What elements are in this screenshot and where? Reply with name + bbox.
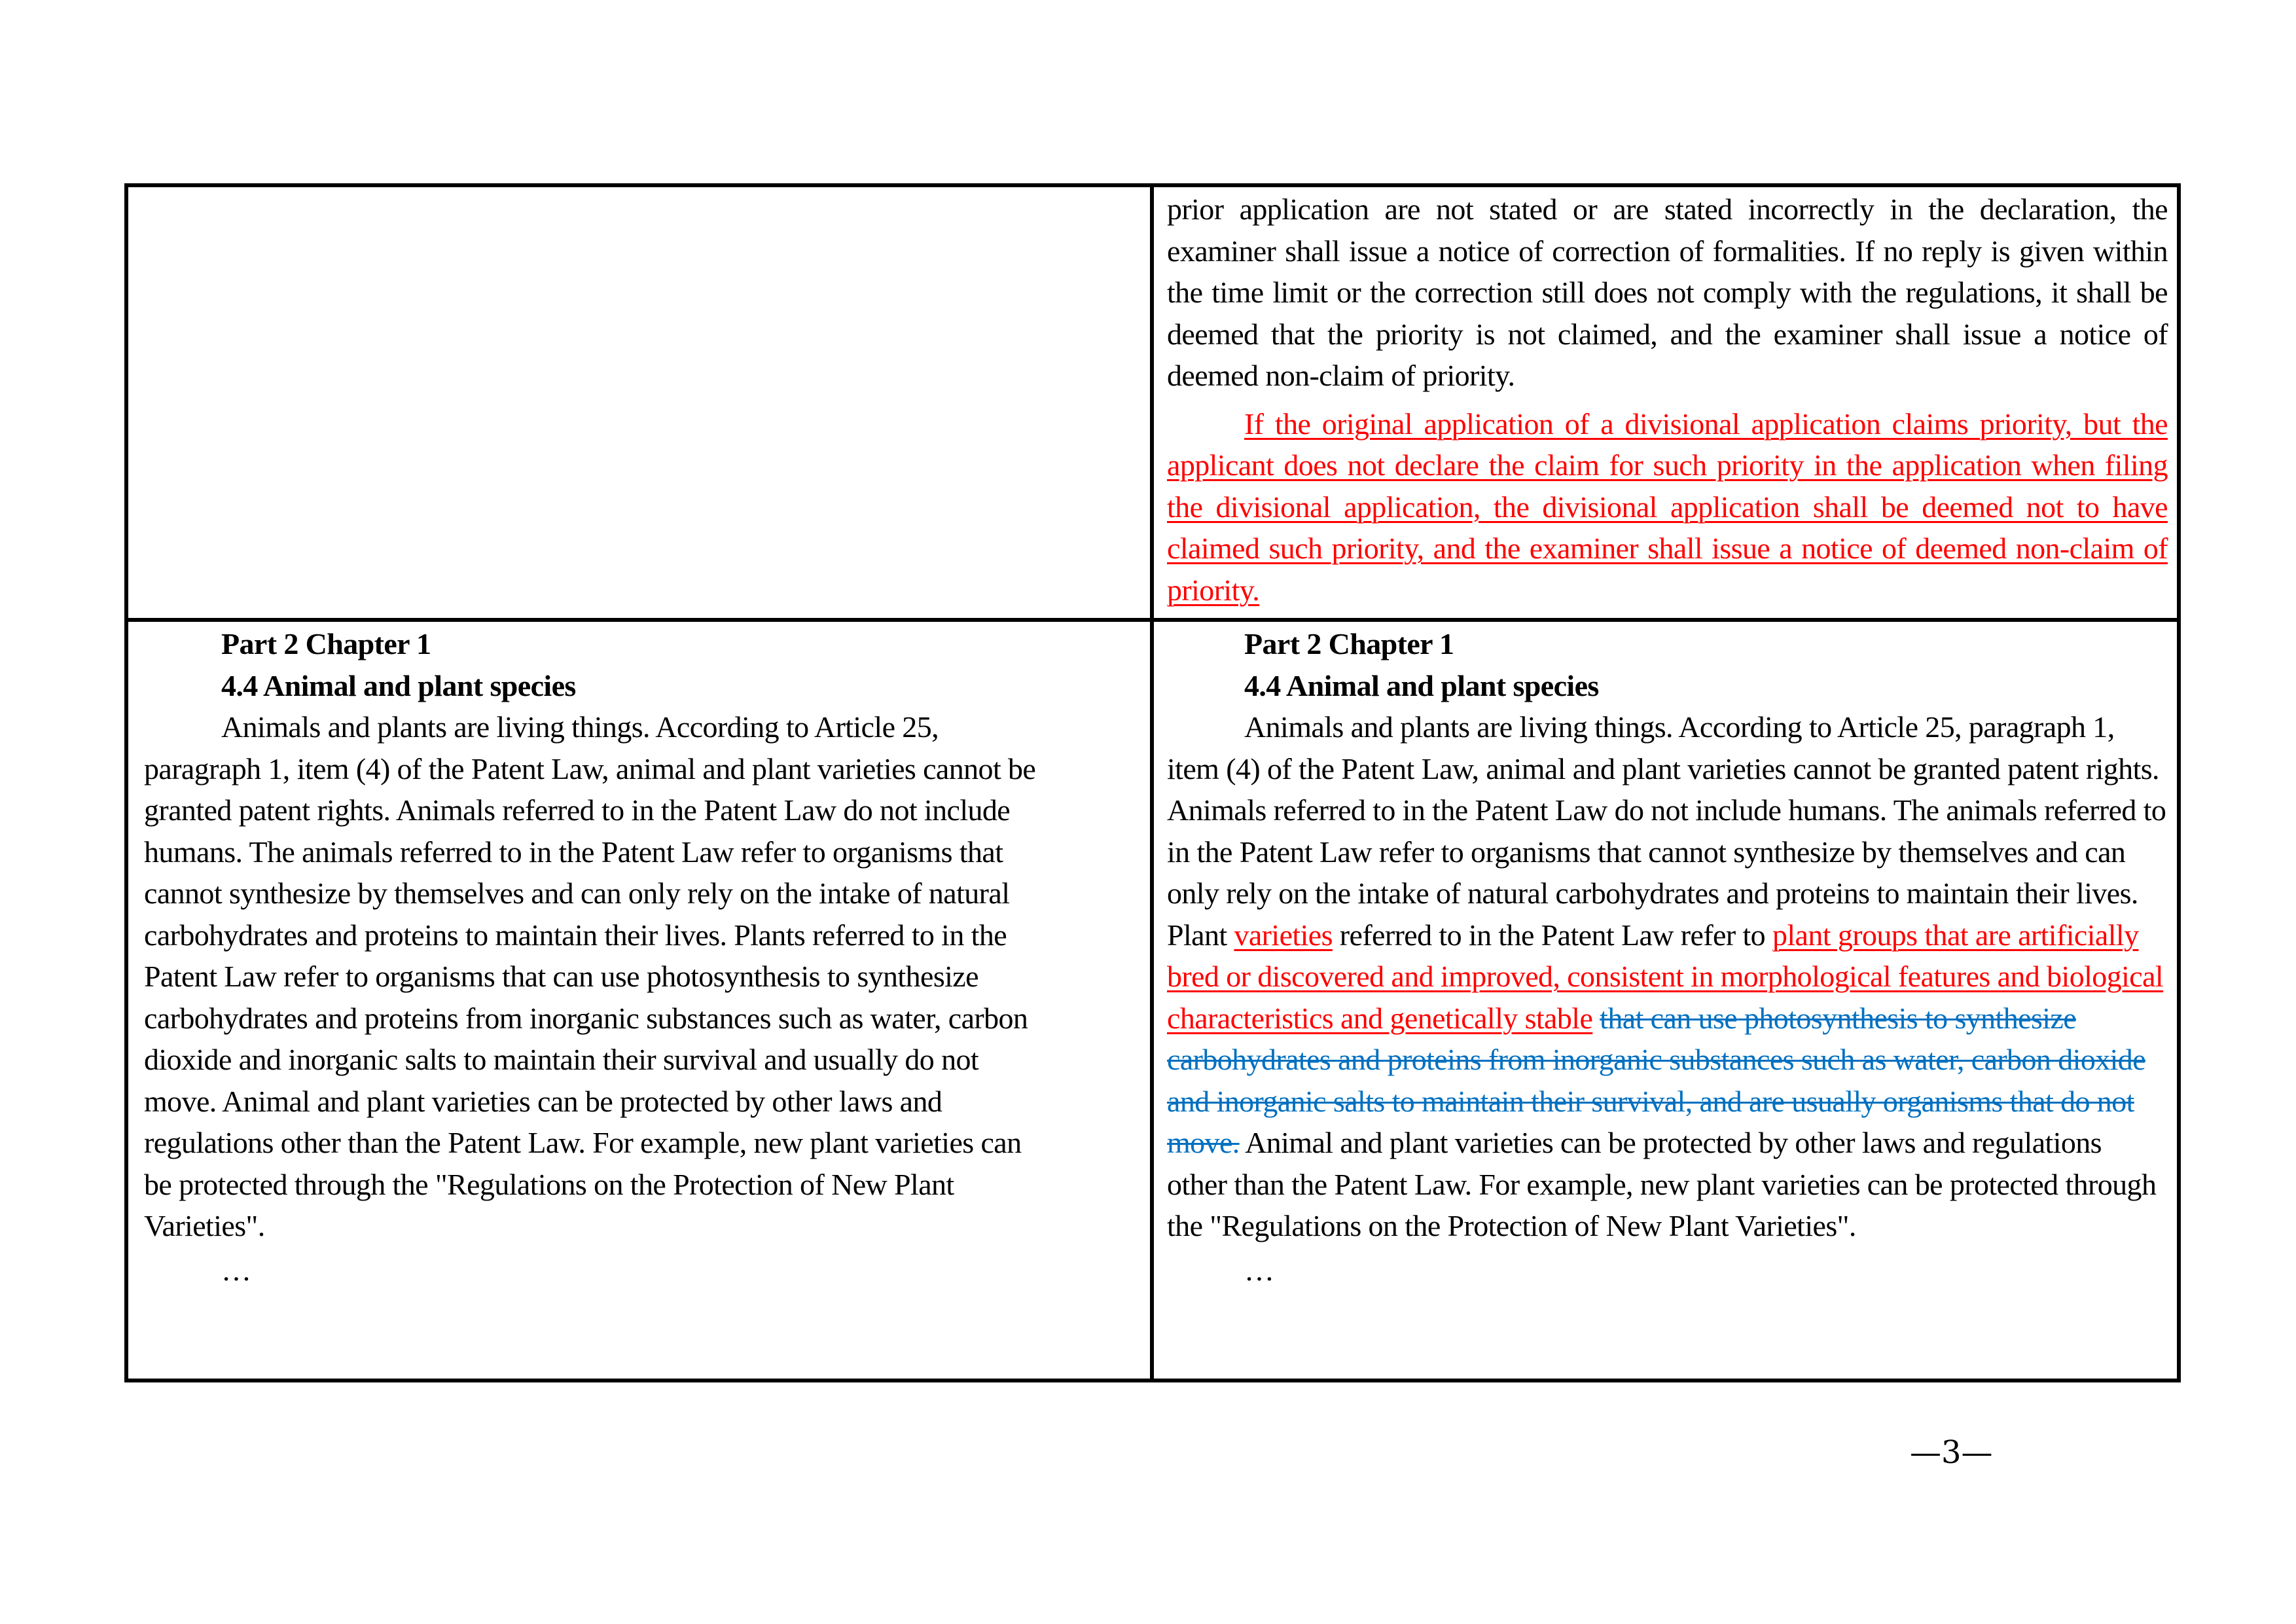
body-line: Animals and plants are living things. According to Article 25,: [221, 710, 939, 744]
left-cell-text: [128, 187, 1150, 189]
continuation-paragraph: prior application are not stated or are stated incorrectly in the declaration, the examiner shall issue a notice of correction of formalities. If no reply is given within the time limit or the correction still does not comply with the regulations, it shall be deemed that the priority is not claimed, and the examiner shall issue a notice of deemed non-claim of priority.: [1167, 192, 2168, 392]
part-heading: Part 2 Chapter 1: [1244, 627, 1454, 660]
table-row-animal-plant: [126, 620, 2179, 1380]
body-line: paragraph 1, item (4) of the Patent Law, animal and plant varieties cannot be: [144, 751, 1036, 785]
right-cell-revised-text: [1152, 620, 2179, 1380]
body-line: granted patent rights. Animals referred to in the Patent Law do not include: [144, 793, 1011, 827]
inserted-text: plant groups that are artificially bred or discovered and improved, consistent in morphological features and biological characteristics and genetically stable: [1167, 918, 2164, 1035]
body-text: Animals and plants are living things. According to Article 25, paragraph 1, item (4) of the Patent Law, animal and plant varieties cannot be granted patent rights. Animals referred to in the Patent Law do not include humans. The animals referred to in the Patent Law refer to organisms that cannot synthesize by themselves and can only rely on the intake of natural carbohydrates and proteins to maintain their lives. Plant: [1167, 710, 2166, 952]
body-line: dioxide and inorganic salts to maintain their survival and usually do not: [144, 1043, 979, 1076]
section-heading: 4.4 Animal and plant species: [221, 668, 576, 702]
body-line: regulations other than the Patent Law. For example, new plant varieties can: [144, 1126, 1022, 1159]
left-cell-original-text: [126, 620, 1152, 1380]
comparison-table: [124, 183, 2181, 1382]
inserted-text: varieties: [1234, 918, 1333, 952]
ellipsis: …: [221, 1253, 251, 1287]
body-line: Varieties".: [144, 1209, 265, 1242]
body-line: carbohydrates and proteins to maintain their lives. Plants referred to in the: [144, 918, 1007, 952]
part-heading: Part 2 Chapter 1: [221, 627, 431, 660]
body-line: carbohydrates and proteins from inorganic substances such as water, carbon: [144, 1001, 1028, 1035]
body-line: move. Animal and plant varieties can be protected by other laws and: [144, 1084, 942, 1118]
inserted-paragraph: [1167, 403, 2168, 611]
left-cell-original-empty: [126, 185, 1152, 620]
section-heading: 4.4 Animal and plant species: [1244, 668, 1599, 702]
deleted-text: that can use photosynthesis to synthesize carbohydrates and proteins from inorganic substances such as water, carbon dioxide and inorganic salts to maintain their survival, and are usually organisms that do not move.: [1167, 1001, 2146, 1159]
body-line: humans. The animals referred to in the Patent Law refer to organisms that: [144, 835, 1003, 869]
body-text: [1592, 1001, 1600, 1035]
page-number: —3—: [1910, 1434, 1993, 1471]
body-line: Patent Law refer to organisms that can use photosynthesis to synthesize: [144, 960, 978, 993]
revised-body-text: [1167, 706, 2168, 1247]
inserted-text: If the original application of a divisional application claims priority, but the applicant does not declare the claim for such priority in the application when filing the divisional application, the divisional application shall be deemed not to have claimed such priority, and the examiner shall issue a notice of deemed non-claim of priority.: [1167, 406, 2168, 607]
right-cell-revised-priority: [1152, 185, 2179, 620]
body-line: be protected through the "Regulations on the Protection of New Plant: [144, 1167, 954, 1201]
original-body-text: [144, 706, 1146, 1247]
body-text: Animal and plant varieties can be protected by other laws and regulations other than the Patent Law. For example, new plant varieties can be protected through the "Regulations on the Protection of New Plant Varieties".: [1167, 1126, 2157, 1242]
body-text: referred to in the Patent Law refer to: [1332, 918, 1772, 952]
table-row-priority: [126, 185, 2179, 620]
ellipsis: …: [1244, 1253, 1274, 1287]
body-line: cannot synthesize by themselves and can only rely on the intake of natural: [144, 876, 1010, 910]
